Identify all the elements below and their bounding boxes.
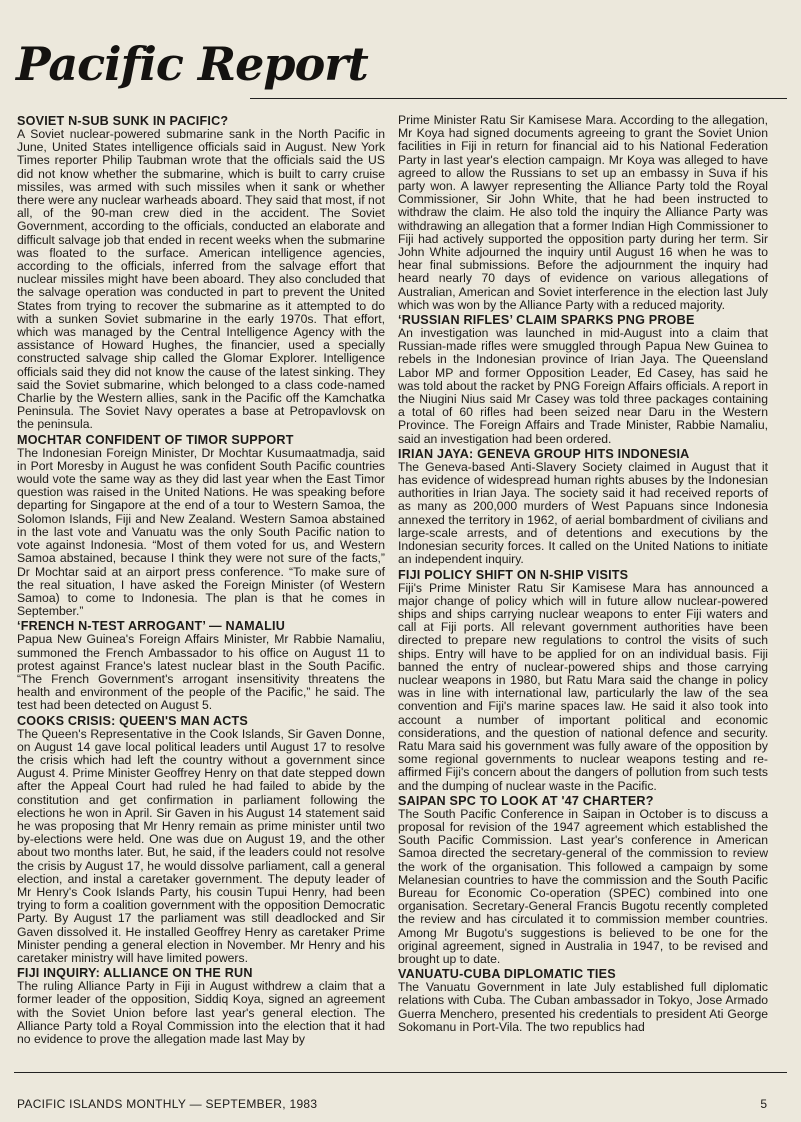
article bbox=[17, 433, 385, 619]
article bbox=[398, 568, 768, 793]
article-body: Fiji's Prime Minister Ratu Sir Kamisese Mara has announced a major change of policy which will in future allow nuclear-powered ships and ships carrying nuclear weapons to enter Fiji waters and call at Fiji ports. All relevant government authorities have been directed to prepare new regulations to control the visits of such ships. Entry will have to be applied for on an individual basis. Fiji banned the entry of nuclear-powered ships and those carrying nuclear weapons in 1980, but Ratu Mara said the change in policy was in line with international law, particularly the law of the sea convention and Fiji's marine spaces law. He said it also took into account a number of important political and economic considerations, and the question of national defence and security. Ratu Mara said his government was fully aware of the opposition by some regional governments to nuclear weapons testing and re-affirmed Fiji's concern about the dangers of pollution from such tests and the dumping of nuclear waste in the Pacific. bbox=[398, 580, 768, 793]
article-body: A Soviet nuclear-powered submarine sank in the North Pacific in June, United States intelligence officials said in August. New York Times reporter Philip Taubman wrote that the officials said the US did not know whether the submarine, which is built to carry cruise missiles, was armed with such missiles when it sank or whether there were any nuclear warheads aboard. They said that most, if not all, of the 90-man crew died in the accident. The Soviet Government, according to the officials, conducted an elaborate and difficult salvage job that ended in recent weeks when the submarine was floated to the surface. American intelligence agencies, according to the officials, inferred from the salvage effort that nuclear missiles might have been aboard. They also concluded that the salvage operation was conducted in part to prevent the United States from trying to recover the submarine as it attempted to do with a sunken Soviet submarine in the early 1970s. That effort, which was managed by the Central Intelligence Agency with the assistance of Howard Hughes, the financier, used a specially constructed salvage ship called the Glomar Explorer. Intelligence officials said they did not know the cause of the latest sinking. They said the Soviet submarine, which belonged to a class code-named Charlie by the Western allies, sank in the Pacific off the Kamchatka Peninsula. The Soviet Navy operates a base at Petropavlovsk on the peninsula. bbox=[17, 127, 385, 432]
article bbox=[398, 447, 768, 567]
masthead-logo: Pacific Report bbox=[16, 37, 368, 91]
article bbox=[17, 114, 385, 432]
article-headline: COOKS CRISIS: QUEEN'S MAN ACTS bbox=[17, 713, 249, 728]
footer-rule bbox=[14, 1072, 787, 1073]
article bbox=[17, 714, 385, 966]
article-continuation bbox=[398, 114, 768, 312]
article bbox=[398, 967, 768, 1034]
article bbox=[17, 966, 385, 1046]
left-column bbox=[17, 114, 385, 1046]
article-headline: SAIPAN SPC TO LOOK AT '47 CHARTER? bbox=[398, 793, 654, 808]
article-body: The South Pacific Conference in Saipan in October is to discuss a proposal for revision of the 1947 agreement which established the South Pacific Commission. Last year's conference in American Samoa directed the secretary-general of the commission to review the work of the organisation. This followed a campaign by some Melanesian countries to have the commission and the South Pacific Bureau for Economic Co-operation (SPEC) combined into one organisation. Secretary-General Francis Bugotu recently completed the review and has circulated it to commission member countries. Among Mr Bugotu's suggestions is believed to be one for the original agreement, signed in Australia in 1947, to be revised and brought up to date. bbox=[398, 806, 768, 966]
article-body: Papua New Guinea's Foreign Affairs Minister, Mr Rabbie Namaliu, summoned the French Ambassador to his office on August 11 to protest against France's latest nuclear blast in the South Pacific. “The French Government's arrogant insensitivity threatens the health and environment of the people of the Pacific,” he said. The test had been detected on August 5. bbox=[17, 632, 385, 713]
article-headline: SOVIET N-SUB SUNK IN PACIFIC? bbox=[17, 114, 229, 128]
footer-publication: PACIFIC ISLANDS MONTHLY — SEPTEMBER, 1983 bbox=[17, 1097, 318, 1111]
right-column bbox=[398, 113, 768, 1034]
article-headline: FIJI POLICY SHIFT ON N-SHIP VISITS bbox=[398, 567, 629, 582]
page-number: 5 bbox=[760, 1097, 767, 1111]
article-body: An investigation was launched in mid-August into a claim that Russian-made rifles were smuggled through Papua New Guinea to rebels in the Indonesian province of Irian Jaya. The Queensland Labor MP and former Opposition Leader, Ed Casey, has said he was told about the racket by PNG Foreign Affairs officials. A report in the Niugini Nius said Mr Casey was told three packages containing a total of 60 rifles had been seized near Daru in the Western Province. The Foreign Affairs and Trade Minister, Rabbie Namaliu, said an investigation had been ordered. bbox=[398, 326, 768, 446]
article-headline: ‘RUSSIAN RIFLES’ CLAIM SPARKS PNG PROBE bbox=[398, 313, 695, 328]
article-body: The Indonesian Foreign Minister, Dr Mochtar Kusumaatmadja, said in Port Moresby in August he was confident South Pacific countries would vote the same way as they did last year when the East Timor question was raised in the United Nations. He was speaking before departing for Singapore at the end of a tour to Western Samoa, the Solomon Islands, Fiji and New Zealand. Western Samoa abstained in the last vote and Vanuatu was the only South Pacific nation to vote against Indonesia. “Most of them voted for us, and Western Samoa abstained, because I think they were not sure of the facts,” Dr Mochtar said at an airport press conference. “To make sure of the real situation, I have asked the Foreign Minister (of Western Samoa) to come to Indonesia. The plan is that he comes in September.” bbox=[17, 445, 385, 619]
article-headline: ‘FRENCH N-TEST ARROGANT’ — NAMALIU bbox=[17, 619, 285, 634]
article-headline: FIJI INQUIRY: ALLIANCE ON THE RUN bbox=[17, 966, 253, 981]
article-body: The Queen's Representative in the Cook Islands, Sir Gaven Donne, on August 14 gave local political leaders until August 17 to resolve the crisis which had left the country without a government since August 4. Prime Minister Geoffrey Henry on that date stepped down after the Appeal Court had ruled he had failed to abide by the constitution and get confirmation in parliament following the elections he won in April. Sir Gaven in his August 14 statement said he was proposing that Mr Henry remain as prime minister until two by-elections were held. One was due on August 19, and the other about two months later. But, he said, if the leaders could not resolve the crisis by August 17, he would dissolve parliament, call a general election, and instal a caretaker government. The deputy leader of Mr Henry's Cook Islands Party, his cousin Tupui Henry, had been trying to form a coalition government with the opposition Democratic Party. By August 17 the parliament was still deadlocked and Sir Gaven dissolved it. He installed Geoffrey Henry as caretaker Prime Minister pending a general election in November. Mr Henry and his caretaker ministry will have limited powers. bbox=[17, 726, 385, 965]
header-rule bbox=[250, 98, 787, 99]
article bbox=[398, 313, 768, 446]
article-body: Prime Minister Ratu Sir Kamisese Mara. According to the allegation, Mr Koya had signed documents agreeing to grant the Soviet Union facilities in Fiji in return for financial aid to his National Federation Party in last year's election campaign. Mr Koya was alleged to have agreed to allow the Russians to set up an embassy in Suva if his party won. A lawyer representing the Alliance Party told the Royal Commissioner, Sir John White, that he had been instructed to withdraw the claim. He also told the inquiry the Alliance Party was withdrawing an allegation that a former Indian High Commissioner to Fiji had actively supported the opposition party during her term. Sir John White adjourned the inquiry until August 16 when he was to hear final submissions. Before the adjournment the inquiry had heard nearly 70 days of evidence on various allegations of Australian, American and Soviet interference in the election last July which was won by the Alliance Party with a reduced majority. bbox=[398, 113, 768, 312]
article bbox=[17, 619, 385, 712]
article-headline: VANUATU-CUBA DIPLOMATIC TIES bbox=[398, 967, 616, 982]
article bbox=[398, 794, 768, 966]
article-body: The Vanuatu Government in late July established full diplomatic relations with Cuba. The Cuban ambassador in Tokyo, Jose Armado Guerra Menchero, presented his credentials to president Ati George Sokomanu in Port-Vila. The two republics had bbox=[398, 980, 768, 1034]
article-body: The Geneva-based Anti-Slavery Society claimed in August that it has evidence of widespread human rights abuses by the Indonesian authorities in Irian Jaya. The society said it had received reports of as many as 200,000 murders of West Papuans since Indonesia annexed the territory in 1962, of aerial bombardment of civilians and large-scale arrests, and of detentions and executions by the Indonesian security forces. It called on the United Nations to initiate an independent inquiry. bbox=[398, 459, 768, 567]
article-headline: IRIAN JAYA: GENEVA GROUP HITS INDONESIA bbox=[398, 446, 690, 461]
article-body: The ruling Alliance Party in Fiji in August withdrew a claim that a former leader of the opposition, Siddiq Koya, signed an agreement with the Soviet Union before last year's general election. The Alliance Party told a Royal Commission into the election that it had no evidence to prove the allegation made last May by bbox=[17, 979, 385, 1046]
article-headline: MOCHTAR CONFIDENT OF TIMOR SUPPORT bbox=[17, 432, 294, 447]
